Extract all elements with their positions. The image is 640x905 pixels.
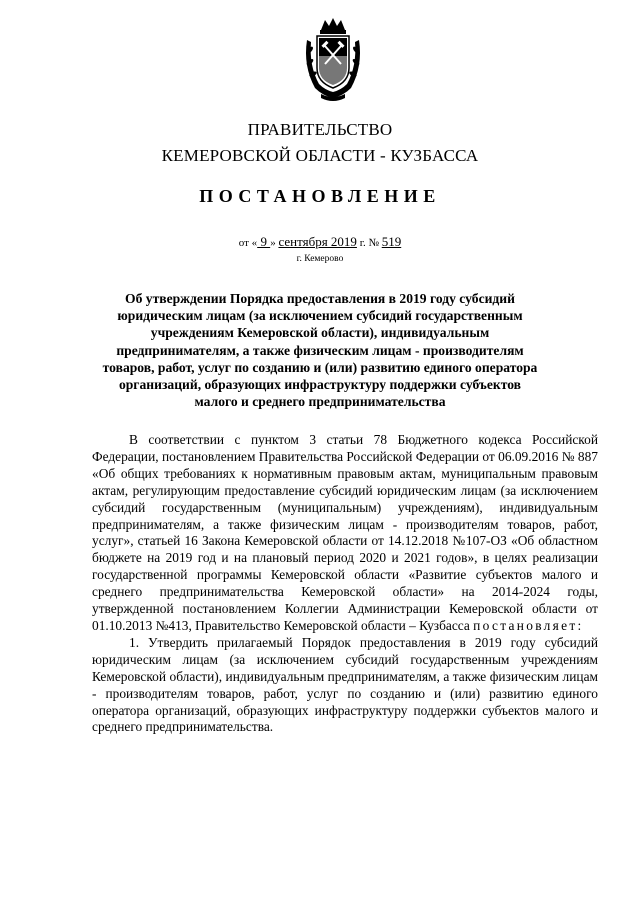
preamble-text: В соответствии с пунктом 3 статьи 78 Бюджетного кодекса Российской Федерации, постановлением Правительства Российской Федерации от 06.09.2016 № 887 «Об общих требованиях к нормативным правовым актам, муниципальным правовым актам, регулирующим предоставление субсидий юридическим лицам (за исключением субсидий государственным (муниципальным) учреждениям), индивидуальным предпринимателям, а также физическим лицам - производителям товаров, работ, услуг», статьей 16 Закона Кемеровской области от 14.12.2018 №107-ОЗ «Об областном бюджете на 2019 год и на плановый период 2020 и 2021 годов», в целях реализации государственной программы Кемеровской области «Развитие субъектов малого и среднего предпринимательства Кемеровской области» на 2014-2024 годы, утвержденной постановлением Коллегии Администрации Кемеровской области от 01.10.2013 №413, Правительство Кемеровской области – Кузбасса (92, 432, 598, 633)
preamble-paragraph (92, 432, 598, 635)
city-name: г. Кемерово (296, 254, 344, 264)
date-month-year: сентября 2019 (278, 234, 357, 249)
resolves-word: постановляет (473, 617, 578, 633)
date-prefix: от « (238, 237, 258, 249)
government-name-line2: КЕМЕРОВСКОЙ ОБЛАСТИ - КУЗБАССА (161, 146, 479, 165)
coat-of-arms-icon (301, 16, 365, 102)
clause-1-paragraph: 1. Утвердить прилагаемый Порядок предоставления в 2019 году субсидий юридическим лицам (за исключением субсидий государственным учреждениям Кемеровской области), индивидуальным предпринимателям, а также физическим лицам - производителям товаров, работ, услуг по созданию и (или) развитию единого оператора организаций, образующих инфраструктуру поддержки субъектов малого и среднего предпринимательства. (92, 634, 598, 735)
document-date-number (0, 234, 640, 250)
date-mid: » (270, 237, 279, 249)
document-type-heading: ПОСТАНОВЛЕНИЕ (199, 186, 441, 206)
date-day: 9 (257, 234, 271, 249)
document-title: Об утверждении Порядка предоставления в 2019 году субсидий юридическим лицам (за исключением субсидий государственным учреждениям Кемеровской области), индивидуальным предпринимателям, а также физическим лицам - производителям товаров, работ, услуг по созданию и (или) развитию единого оператора организаций, образующих инфраструктуру поддержки субъектов малого и среднего предпринимательства (102, 291, 538, 410)
preamble-end: : (577, 617, 582, 633)
document-number: 519 (381, 234, 402, 249)
number-label: № (365, 237, 382, 249)
document-body (92, 432, 598, 736)
government-name-line1: ПРАВИТЕЛЬСТВО (247, 120, 393, 139)
date-year-suffix: г. (356, 237, 366, 249)
